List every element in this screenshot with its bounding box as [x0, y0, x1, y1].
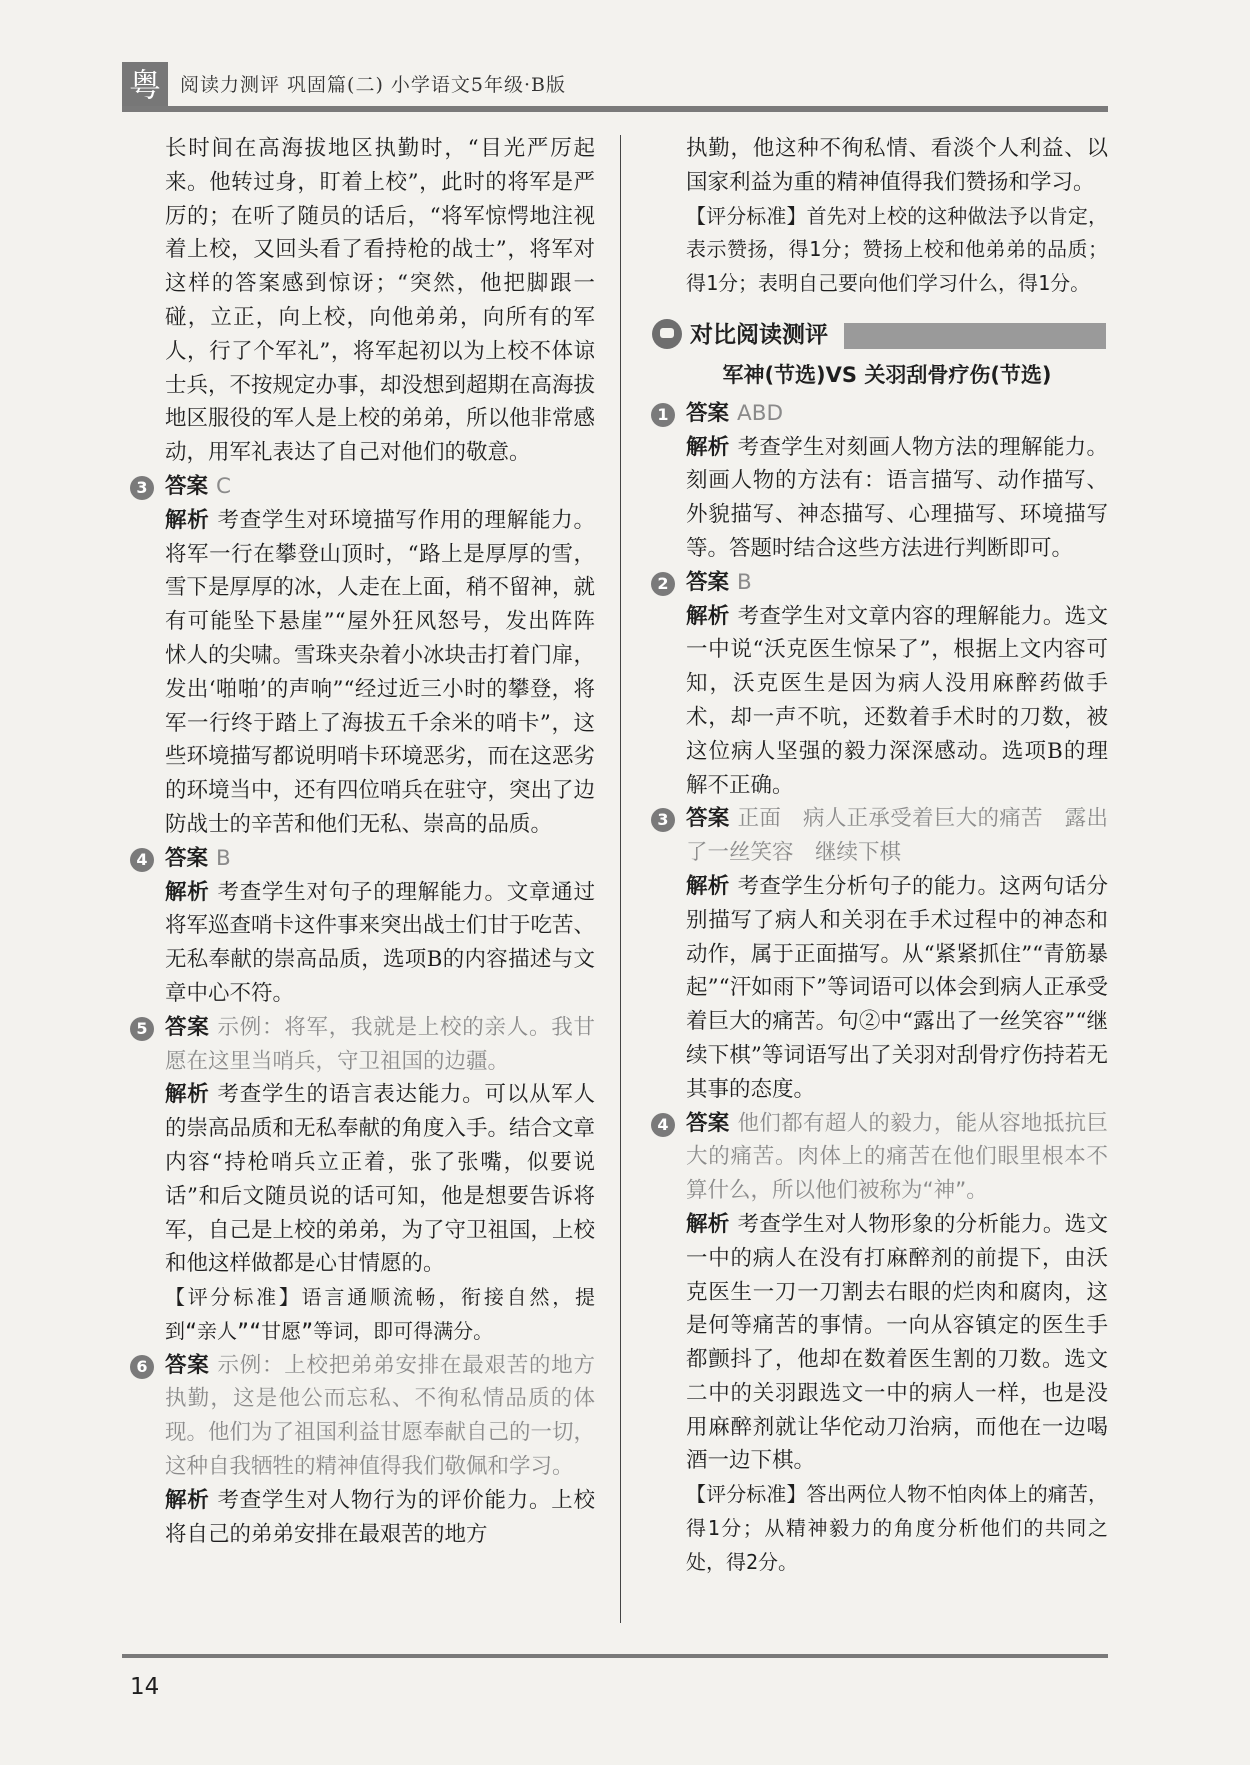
- answer-label: 答案: [165, 845, 209, 871]
- answer-label: 答案: [165, 473, 209, 499]
- scoring-criteria: 【评分标准】首先对上校的这种做法予以肯定，表示赞扬，得1分；赞扬上校和他弟弟的品质；得1分；表明自己要向他们学习什么，得1分。: [686, 203, 1108, 296]
- answer-text: B: [737, 569, 752, 595]
- answer-label: 答案: [165, 1352, 210, 1378]
- answer-text: C: [216, 473, 232, 499]
- column-divider: [620, 135, 621, 1623]
- question-number: 4: [130, 848, 154, 872]
- question-number: 3: [130, 476, 154, 500]
- analysis-label: 解析: [686, 1211, 730, 1237]
- answer-text: 示例：将军，我就是上校的亲人。我甘愿在这里当哨兵，守卫祖国的边疆。: [165, 1014, 595, 1074]
- article-subtitle: 军神(节选)VS 关羽刮骨疗伤(节选): [722, 362, 1052, 387]
- question-5: [136, 1011, 596, 1349]
- book-title: 阅读力测评 巩固篇(二) 小学语文5年级·B版: [180, 74, 566, 96]
- question-number: 3: [651, 808, 675, 832]
- scoring-criteria: 【评分标准】语言通顺流畅，衔接自然，提到“亲人”“甘愿”等词，即可得满分。: [165, 1285, 595, 1343]
- answer-text: 他们都有超人的毅力，能从容地抵抗巨大的痛苦。肉体上的痛苦在他们眼里根本不算什么，所以他们被称为“神”。: [686, 1110, 1108, 1204]
- answer-text: ABD: [737, 400, 784, 426]
- scoring-criteria: 【评分标准】答出两位人物不怕肉体上的痛苦，得1分；从精神毅力的角度分析他们的共同之处，得2分。: [686, 1482, 1108, 1574]
- analysis-label: 解析: [686, 434, 730, 460]
- question-2: [657, 566, 1108, 803]
- answer-text: B: [216, 845, 231, 871]
- analysis-text: 考查学生分析句子的能力。这两句话分别描写了病人和关羽在手术过程中的神态和动作，属于正面描写。从“紧紧抓住”“青筋暴起”“汗如雨下”等词语可以体会到病人正承受着巨大的痛苦。句②中“露出了一丝笑容”“继续下棋”等词语写出了关羽对刮骨疗伤持若无其事的态度。: [686, 873, 1108, 1102]
- analysis-label: 解析: [165, 507, 210, 533]
- question-number: 1: [651, 403, 675, 427]
- question-number: 4: [651, 1113, 675, 1137]
- analysis-text: 考查学生对句子的理解能力。文章通过将军巡查哨卡这件事来突出战士们甘于吃苦、无私奉献的崇高品质，选项B的内容描述与文章中心不符。: [165, 879, 596, 1006]
- analysis-text: 考查学生对人物行为的评价能力。上校将自己的弟弟安排在最艰苦的地方: [165, 1487, 595, 1547]
- reader-icon: [652, 319, 682, 349]
- left-column: [136, 132, 596, 1551]
- continued-analysis: 执勤，他这种不徇私情、看淡个人利益、以国家利益为重的精神值得我们赞扬和学习。: [686, 136, 1108, 195]
- page-header: [122, 62, 1108, 110]
- analysis-label: 解析: [165, 1082, 210, 1108]
- analysis-text: 考查学生对文章内容的理解能力。选文一中说“沃克医生惊呆了”，根据上文内容可知，沃克医生是因为病人没用麻醉药做手术，却一声不吭，还数着手术时的刀数，被这位病人坚强的毅力深深感动。选项B的理解不正确。: [686, 603, 1108, 798]
- question-4: [657, 1107, 1108, 1580]
- publisher-logo: 粤: [122, 62, 168, 108]
- answer-label: 答案: [686, 1110, 730, 1136]
- answer-label: 答案: [165, 1014, 210, 1040]
- section-header: [652, 315, 1108, 355]
- analysis-label: 解析: [165, 879, 210, 905]
- analysis-label: 解析: [686, 873, 730, 899]
- question-4: [136, 842, 596, 1011]
- question-6: [136, 1349, 596, 1552]
- question-3: [136, 470, 596, 842]
- question-3: [657, 802, 1108, 1106]
- answer-text: 正面 病人正承受着巨大的痛苦 露出了一丝笑容 继续下棋: [686, 806, 1108, 866]
- answer-label: 答案: [686, 569, 730, 595]
- header-rule: [122, 106, 1108, 112]
- question-number: 2: [651, 572, 675, 596]
- analysis-text: 考查学生的语言表达能力。可以从军人的崇高品质和无私奉献的角度入手。结合文章内容“持枪哨兵立正着，张了张嘴，似要说话”和后文随员说的话可知，他是想要告诉将军，自己是上校的弟弟，为了守卫祖国，上校和他这样做都是心甘情愿的。: [165, 1082, 596, 1277]
- section-title: 对比阅读测评: [690, 321, 828, 348]
- analysis-text: 考查学生对刻画人物方法的理解能力。刻画人物的方法有：语言描写、动作描写、外貌描写、神态描写、心理描写、环境描写等。答题时结合这些方法进行判断即可。: [686, 434, 1108, 561]
- section-bar: [844, 323, 1106, 349]
- question-1: [657, 397, 1108, 566]
- answer-label: 答案: [686, 400, 730, 426]
- right-column: [657, 132, 1108, 1580]
- answer-text: 示例：上校把弟弟安排在最艰苦的地方执勤，这是他公而忘私、不徇私情品质的体现。他们为了祖国利益甘愿奉献自己的一切，这种自我牺牲的精神值得我们敬佩和学习。: [165, 1352, 596, 1480]
- analysis-label: 解析: [686, 603, 730, 629]
- answer-label: 答案: [686, 806, 730, 832]
- continued-analysis: 长时间在高海拔地区执勤时，“目光严厉起来。他转过身，盯着上校”，此时的将军是严厉的；在听了随员的话后，“将军惊愕地注视着上校，又回头看了看持枪的战士”，将军对这样的答案感到惊讶；“突然，他把脚跟一碰，立正，向上校，向他弟弟，向所有的军人，行了个军礼”，将军起初以为上校不体谅士兵，不按规定办事，却没想到超期在高海拔地区服役的军人是上校的弟弟，所以他非常感动，用军礼表达了自己对他们的敬意。: [165, 136, 596, 466]
- analysis-text: 考查学生对环境描写作用的理解能力。将军一行在攀登山顶时，“路上是厚厚的雪，雪下是厚厚的冰，人走在上面，稍不留神，就有可能坠下悬崖”“屋外狂风怒号，发出阵阵怵人的尖啸。雪珠夹杂着小冰块击打着门扉，发出‘啪啪’的声响”“经过近三小时的攀登，将军一行终于踏上了海拔五千余米的哨卡”，这些环境描写都说明哨卡环境恶劣，而在这恶劣的环境当中，还有四位哨兵在驻守，突出了边防战士的辛苦和他们无私、崇高的品质。: [165, 507, 596, 837]
- footer-rule: [122, 1654, 1108, 1658]
- question-number: 5: [130, 1017, 154, 1041]
- analysis-label: 解析: [165, 1487, 210, 1513]
- page-number: 14: [130, 1674, 160, 1700]
- question-number: 6: [130, 1355, 154, 1379]
- analysis-text: 考查学生对人物形象的分析能力。选文一中的病人在没有打麻醉剂的前提下，由沃克医生一刀一刀割去右眼的烂肉和腐肉，这是何等痛苦的事情。一向从容镇定的医生手都颤抖了，他却在数着医生割的刀数。选文二中的关羽跟选文一中的病人一样，也是没用麻醉剂就让华佗动刀治病，而他在一边喝酒一边下棋。: [686, 1211, 1108, 1474]
